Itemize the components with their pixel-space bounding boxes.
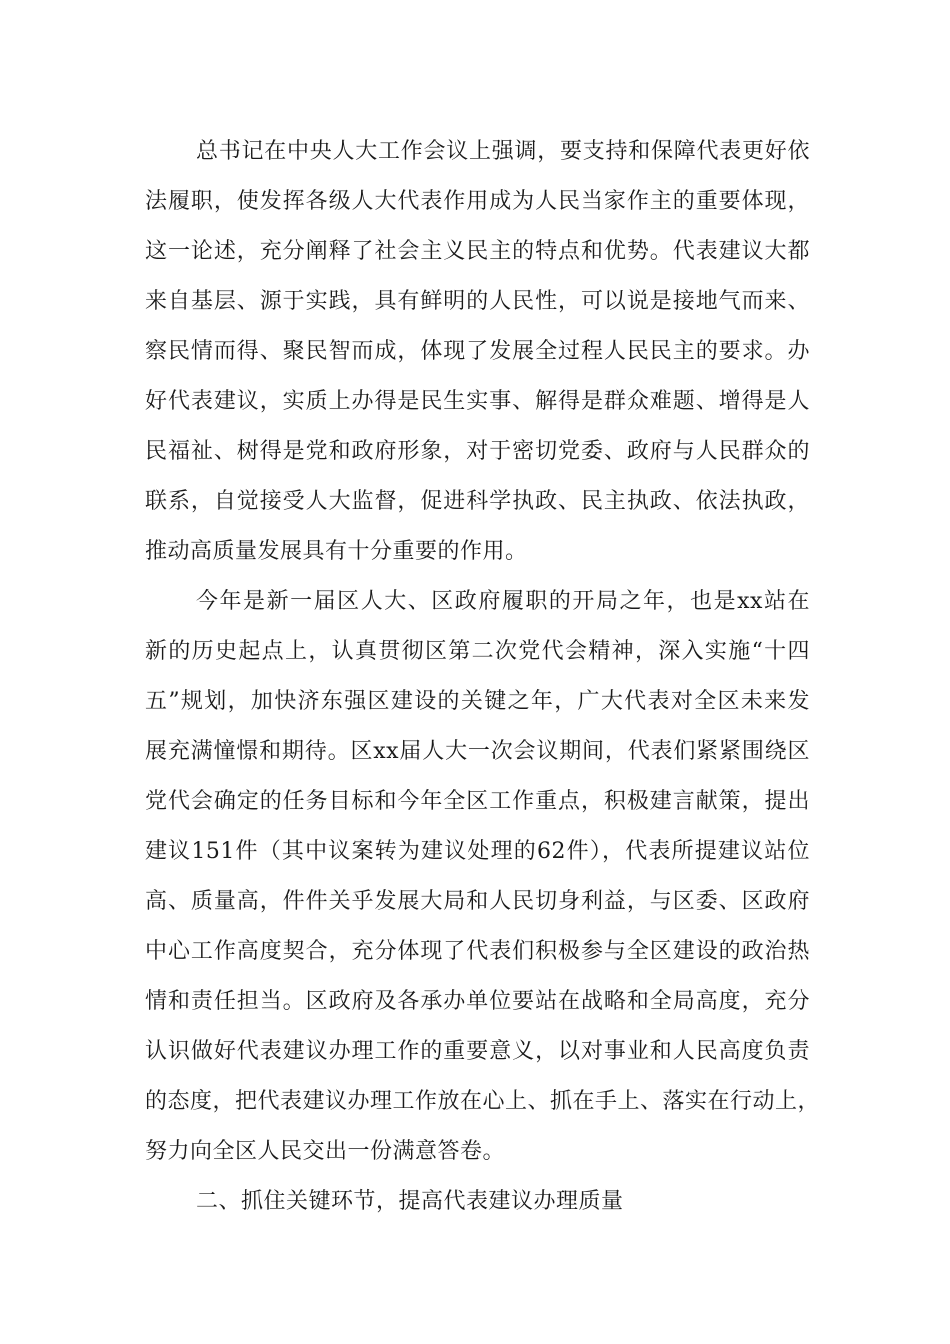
paragraph-2-line-7: 高、质量高，件件关乎发展大局和人民切身利益，与区委、区政府	[145, 889, 810, 914]
paragraph-1-line-4: 来自基层、源于实践，具有鲜明的人民性，可以说是接地气而来、	[145, 289, 810, 314]
paragraph-2-line-8: 中心工作高度契合，充分体现了代表们积极参与全区建设的政治热	[145, 939, 810, 964]
paragraph-1-line-7: 民福祉、树得是党和政府形象，对于密切党委、政府与人民群众的	[145, 439, 810, 464]
paragraph-1-line-6: 好代表建议，实质上办得是民生实事、解得是群众难题、增得是人	[145, 389, 810, 414]
paragraph-1-line-2: 法履职，使发挥各级人大代表作用成为人民当家作主的重要体现，	[145, 189, 810, 214]
paragraph-2-line-5: 党代会确定的任务目标和今年全区工作重点，积极建言献策，提出	[145, 789, 810, 814]
paragraph-1-line-3: 这一论述，充分阐释了社会主义民主的特点和优势。代表建议大都	[145, 239, 810, 264]
paragraph-2-line-10: 认识做好代表建议办理工作的重要意义，以对事业和人民高度负责	[145, 1039, 810, 1064]
paragraph-2-line-1: 今年是新一届区人大、区政府履职的开局之年，也是xx站在	[196, 589, 810, 614]
paragraph-2-line-11: 的态度，把代表建议办理工作放在心上、抓在手上、落实在行动上，	[145, 1089, 821, 1114]
section-heading: 二、抓住关键环节，提高代表建议办理质量	[196, 1189, 624, 1214]
paragraph-2-line-4: 展充满憧憬和期待。区xx届人大一次会议期间，代表们紧紧围绕区	[145, 739, 810, 764]
paragraph-2-line-9: 情和责任担当。区政府及各承办单位要站在战略和全局高度，充分	[145, 989, 810, 1014]
paragraph-1-line-1: 总书记在中央人大工作会议上强调，要支持和保障代表更好依	[196, 139, 810, 164]
paragraph-2-line-3: 五”规划，加快济东强区建设的关键之年，广大代表对全区未来发	[145, 689, 810, 714]
paragraph-1-line-5: 察民情而得、聚民智而成，体现了发展全过程人民民主的要求。办	[145, 339, 810, 364]
paragraph-2-line-2: 新的历史起点上，认真贯彻区第二次党代会精神，深入实施“十四	[145, 639, 810, 664]
paragraph-2-line-12: 努力向全区人民交出一份满意答卷。	[145, 1139, 506, 1164]
paragraph-2-line-6: 建议151件（其中议案转为建议处理的62件），代表所提建议站位	[145, 839, 810, 864]
paragraph-1-line-9: 推动高质量发展具有十分重要的作用。	[145, 539, 528, 564]
paragraph-1-line-8: 联系，自觉接受人大监督，促进科学执政、民主执政、依法执政，	[145, 489, 810, 514]
